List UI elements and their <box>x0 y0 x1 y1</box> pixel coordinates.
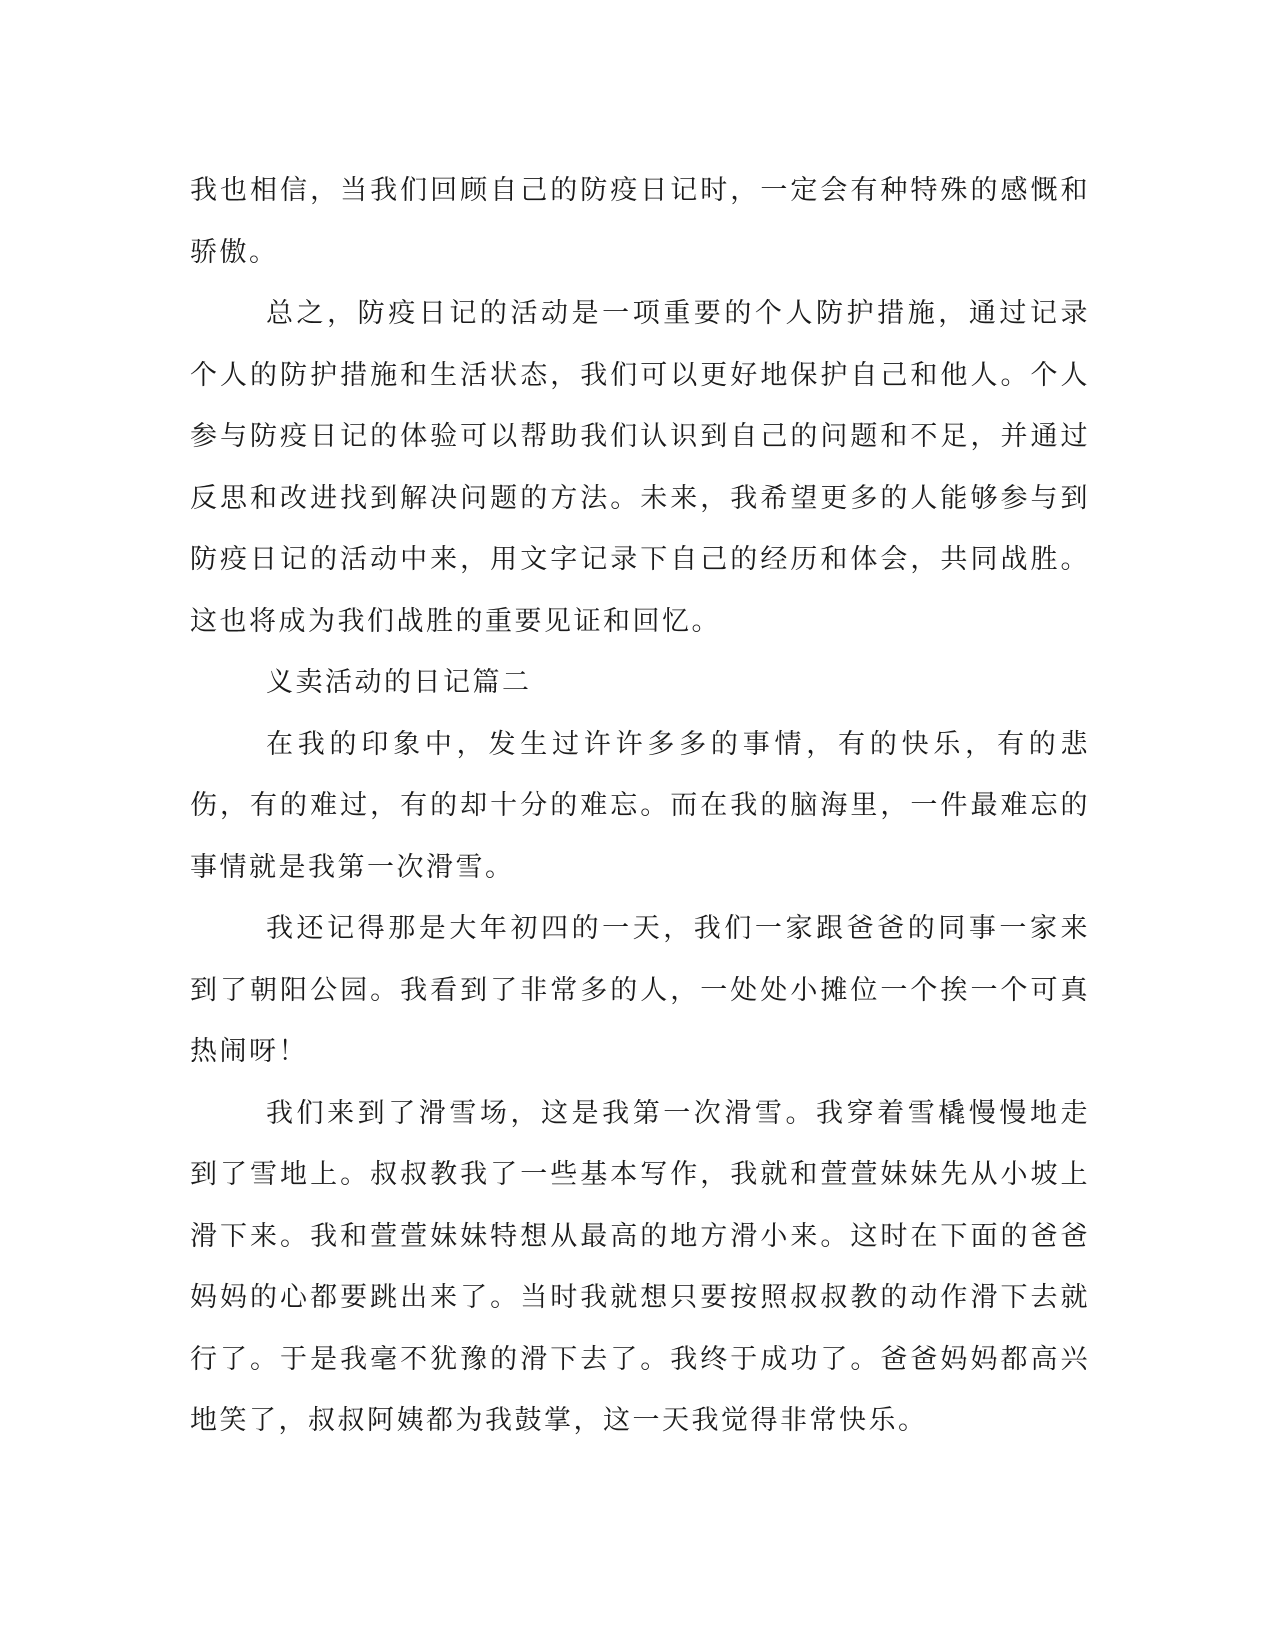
paragraph-park-visit: 我还记得那是大年初四的一天，我们一家跟爸爸的同事一家来到了朝阳公园。我看到了非常多的人，一处处小摊位一个挨一个可真热闹呀！ <box>190 913 1090 1067</box>
paragraph-intro: 在我的印象中，发生过许许多多的事情，有的快乐，有的悲伤，有的难过，有的却十分的难忘。而在我的脑海里，一件最难忘的事情就是我第一次滑雪。 <box>190 728 1090 883</box>
paragraph-conclusion-tail: 我也相信，当我们回顾自己的防疫日记时，一定会有种特殊的感慨和骄傲。 <box>190 175 1090 268</box>
paragraph-skiing: 我们来到了滑雪场，这是我第一次滑雪。我穿着雪橇慢慢地走到了雪地上。叔叔教我了一些基本写作，我就和萱萱妹妹先从小坡上滑下来。我和萱萱妹妹特想从最高的地方滑小来。这时在下面的爸爸妈妈的心都要跳出来了。当时我就想只要按照叔叔教的动作滑下去就行了。于是我毫不犹豫的滑下去了。我终于成功了。爸爸妈妈都高兴地笑了，叔叔阿姨都为我鼓掌，这一天我觉得非常快乐。 <box>190 1097 1090 1436</box>
paragraph-summary: 总之，防疫日记的活动是一项重要的个人防护措施，通过记录个人的防护措施和生活状态，我们可以更好地保护自己和他人。个人参与防疫日记的体验可以帮助我们认识到自己的问题和不足，并通过反思和改进找到解决问题的方法。未来，我希望更多的人能够参与到防疫日记的活动中来，用文字记录下自己的经历和体会，共同战胜。这也将成为我们战胜的重要见证和回忆。 <box>190 298 1090 637</box>
document-body <box>190 160 1090 1452</box>
section-heading: 义卖活动的日记篇二 <box>266 667 532 698</box>
